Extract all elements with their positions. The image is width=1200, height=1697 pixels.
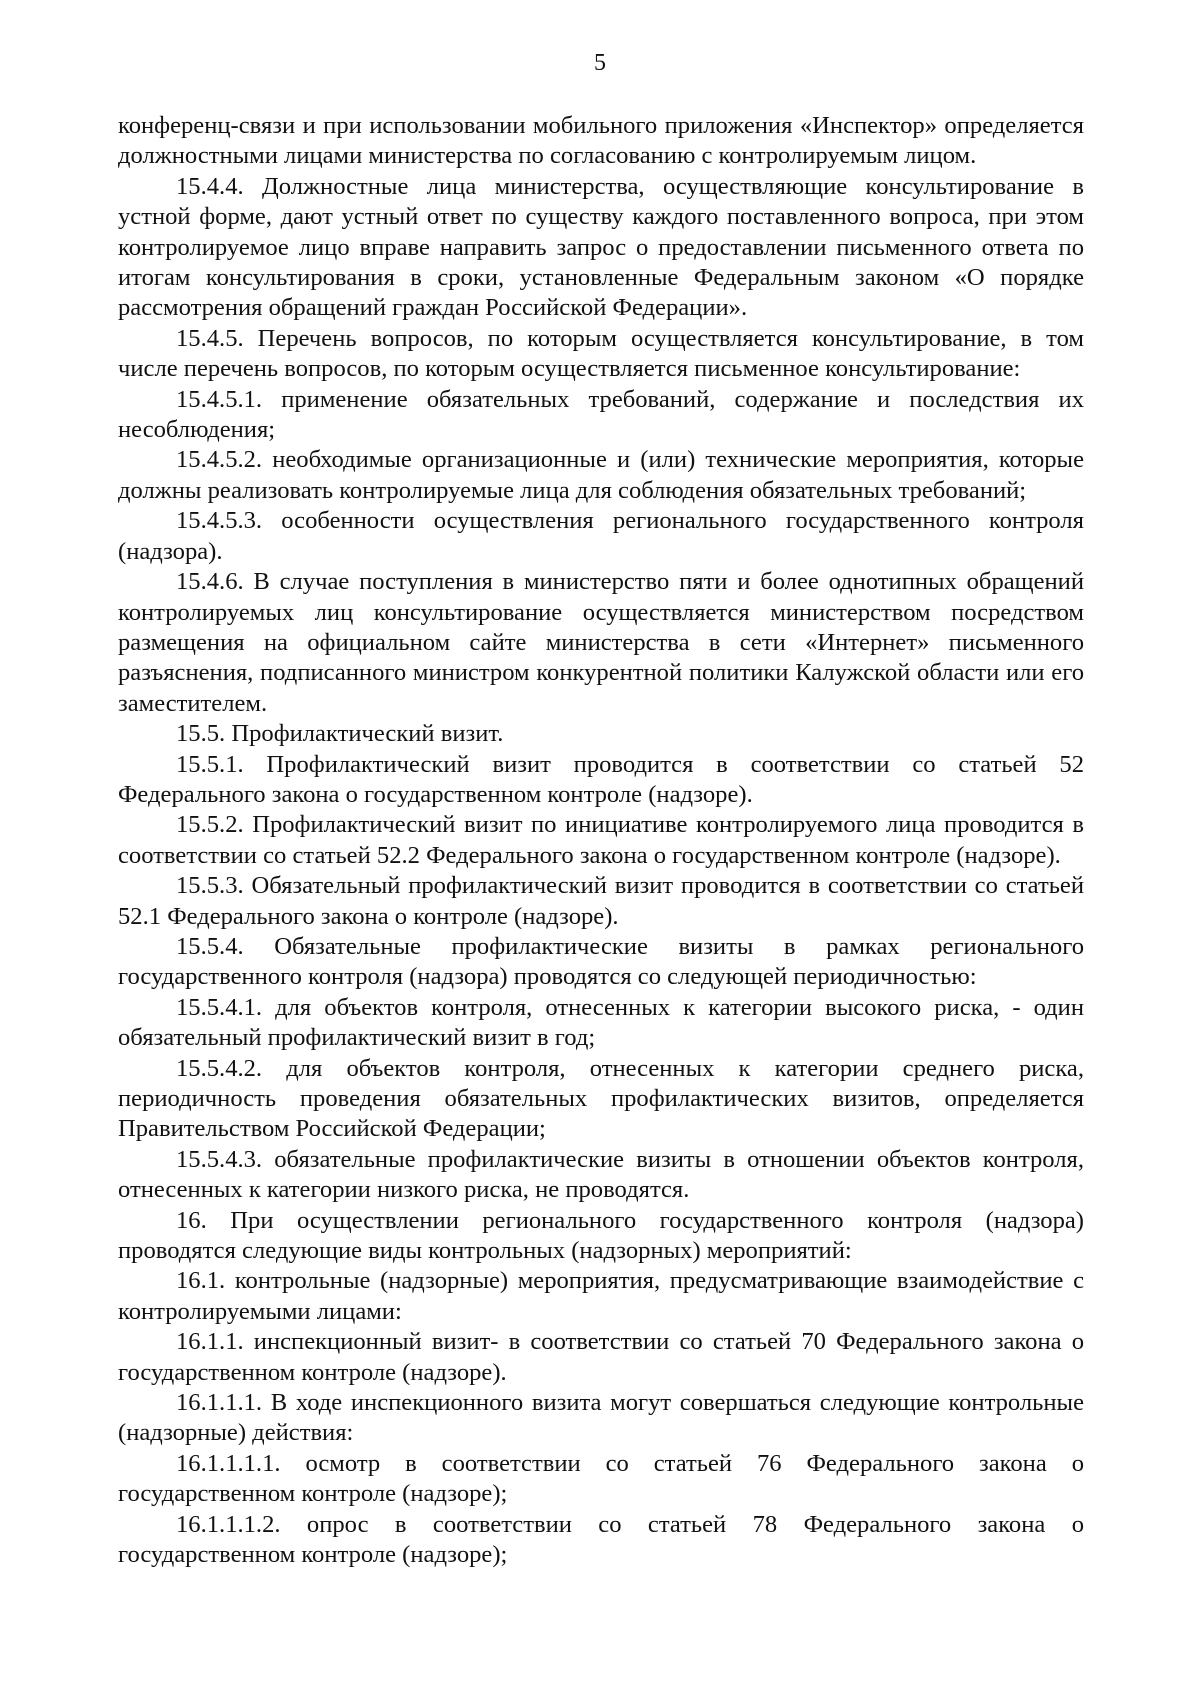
document-body [118,111,1084,1571]
paragraph-15-5-4-2: 15.5.4.2. для объектов контроля, отнесенных к категории среднего риска, периодичность проведения обязательных профилактических визитов, определяется Правительством Российской Федерации; [118,1054,1084,1143]
paragraph-15-5-1: 15.5.1. Профилактический визит проводится в соответствии со статьей 52 Федерального закона о государственном контроле (надзоре). [118,750,1084,808]
paragraph-15-4-5: 15.4.5. Перечень вопросов, по которым осуществляется консультирование, в том числе перечень вопросов, по которым осуществляется письменное консультирование: [118,324,1084,383]
paragraph-16-1-1-1-1: 16.1.1.1.1. осмотр в соответствии со статьей 76 Федерального закона о государственном контроле (надзоре); [118,1449,1084,1508]
paragraph-15-4-5-1: 15.4.5.1. применение обязательных требований, содержание и последствия их несоблюдения; [118,385,1084,444]
paragraph-15-5-4: 15.5.4. Обязательные профилактические визиты в рамках регионального государственного контроля (надзора) проводятся со следующей периодичностью: [118,932,1084,991]
paragraph-15-5: 15.5. Профилактический визит. [176,720,504,748]
paragraph-15-5-4-1: 15.5.4.1. для объектов контроля, отнесенных к категории высокого риска, - один обязательный профилактический визит в год; [118,993,1084,1052]
paragraph-16: 16. При осуществлении регионального государственного контроля (надзора) проводятся следующие виды контрольных (надзорных) мероприятий: [118,1206,1084,1265]
page-number: 5 [594,50,606,76]
paragraph-16-1-1-1-2: 16.1.1.1.2. опрос в соответствии со статьей 78 Федерального закона о государственном контроле (надзоре); [118,1510,1084,1569]
paragraph-15-4-6: 15.4.6. В случае поступления в министерство пяти и более однотипных обращений контролируемых лиц консультирование осуществляется министерством посредством размещения на официальном сайте министерства в сети «Интернет» письменного разъяснения, подписанного министром конкурентной политики Калужской области или его заместителем. [118,568,1084,717]
paragraph-15-4-5-2: 15.4.5.2. необходимые организационные и (или) технические мероприятия, которые должны реализовать контролируемые лица для соблюдения обязательных требований; [118,446,1084,504]
paragraph-15-4-5-3: 15.4.5.3. особенности осуществления регионального государственного контроля (надзора). [118,507,1084,565]
paragraph-15-5-2: 15.5.2. Профилактический визит по инициативе контролируемого лица проводится в соответствии со статьей 52.2 Федерального закона о государственном контроле (надзоре). [118,811,1084,869]
paragraph-continuation: конференц-связи и при использовании мобильного приложения «Инспектор» определяется должностными лицами министерства по согласованию с контролируемым лицом. [118,112,1084,170]
paragraph-15-5-4-3: 15.5.4.3. обязательные профилактические визиты в отношении объектов контроля, отнесенных к категории низкого риска, не проводятся. [118,1145,1084,1204]
paragraph-16-1-1-1: 16.1.1.1. В ходе инспекционного визита могут совершаться следующие контрольные (надзорные) действия: [118,1389,1084,1447]
paragraph-15-4-4: 15.4.4. Должностные лица министерства, осуществляющие консультирование в устной форме, дают устный ответ по существу каждого поставленного вопроса, при этом контролируемое лицо вправе направить запрос о предоставлении письменного ответа по итогам консультирования в сроки, установленные Федеральным законом «О порядке рассмотрения обращений граждан Российской Федерации». [118,172,1084,322]
paragraph-16-1: 16.1. контрольные (надзорные) мероприятия, предусматривающие взаимодействие с контролируемыми лицами: [118,1267,1084,1325]
paragraph-15-5-3: 15.5.3. Обязательный профилактический визит проводится в соответствии со статьей 52.1 Федерального закона о контроле (надзоре). [118,872,1084,930]
paragraph-16-1-1: 16.1.1. инспекционный визит- в соответствии со статьей 70 Федерального закона о государственном контроле (надзоре). [118,1328,1084,1386]
